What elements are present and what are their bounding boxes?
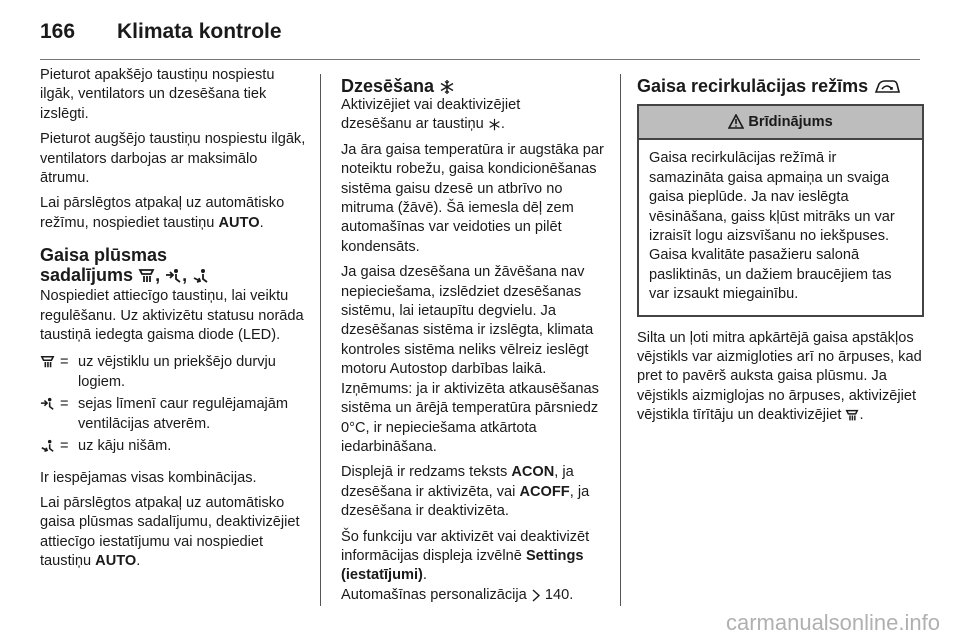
section-heading-cooling [341, 76, 611, 96]
snowflake-icon [439, 79, 455, 95]
section-heading-recirculation [637, 76, 924, 96]
text: . [500, 116, 505, 133]
paragraph [40, 494, 308, 572]
warning-header [639, 106, 922, 140]
equals-sign: = [60, 354, 69, 371]
text: dzesēšanu ar taustiņu [341, 116, 484, 133]
text: , ja dzesēšana ir deaktivizēta. [341, 483, 590, 520]
warning-box [637, 104, 924, 317]
acon-label: ACON [511, 464, 555, 481]
text: Silta un ļoti mitra apkārtējā gaisa apstākļos vējstikls var aizmigloties arī no ārpuses, kad pret to pavērš auksta gaisa plūsmu. Ja vējstikls aizmiglojas no ārpuses, aktivizējiet vējstikla tīrītāju un deaktivizējiet [637, 329, 922, 424]
column-divider [620, 74, 621, 606]
paragraph: Pieturot augšējo taustiņu nospiestu ilgāk, ventilators darbojas ar maksimālo ātrumu. [40, 131, 306, 187]
paragraph: Ja gaisa dzesēšana un žāvēšana nav nepieciešama, izslēdziet dzesēšanas sistēmu, lai ietaupītu degvielu. Ja dzesēšanas sistēma ir izslēgta, klimata kontroles sistēma neliks vēlreiz ieslēgt motoru Autostop darbības laikā. Izņēmums: ja ir aktivizēta atkausēšanas sistēma un ārējā temperatūra pārsniedz 0°C, ir nepieciešama atkārtota iedarbināšana. [341, 264, 599, 455]
paragraph: Nospiediet attiecīgo taustiņu, lai veiktu regulēšanu. Uz aktivizētu statusu norāda taustiņā iedegta gaisma diode (LED). [40, 288, 304, 344]
text: . [859, 407, 864, 424]
column-2 [341, 66, 611, 611]
warning-triangle-icon [728, 114, 744, 129]
column-3 [637, 66, 924, 432]
page-header [40, 16, 920, 52]
page-title: Klimata kontrole [117, 20, 282, 43]
warning-title: Brīdinājums [748, 114, 833, 130]
auto-key-label: AUTO [95, 553, 137, 570]
text: Lai pārslēgtos atpakaļ uz automātisko gaisa plūsmas sadalījumu, deaktivizējiet attiecīgo iestatījumu vai nospiediet taustiņu [40, 494, 300, 570]
heading-text: sadalījums [40, 265, 134, 286]
header-rule [40, 59, 920, 60]
heading-text: Dzesēšana [341, 76, 435, 96]
column-divider [320, 74, 321, 606]
text: Aktivizējiet vai deaktivizējiet [341, 97, 521, 113]
definition-text: sejas līmenī caur regulējamajām ventilācijas atverēm. [78, 396, 289, 432]
windshield-airflow-icon [40, 355, 55, 369]
separator: , [182, 265, 188, 286]
paragraph [341, 528, 611, 606]
paragraph: Ja āra gaisa temperatūra ir augstāka par noteiktu robežu, gaisa kondicionēšanas sistēma gaisu dzesē un atbrīvo no mitruma (žāvē). Šā iemesla dēļ zem automašīnas var veidoties un pilēt kondensāts. [341, 141, 604, 255]
text: Displejā ir redzams teksts [341, 464, 512, 481]
heading-text: Gaisa recirkulācijas režīms [637, 76, 869, 96]
list-item [40, 437, 308, 456]
page-reference-arrow-icon [531, 589, 541, 602]
definition-text: uz vējstiklu un priekšējo durvju logiem. [78, 354, 276, 390]
footwell-airflow-icon [40, 439, 55, 453]
warning-text: Gaisa recirkulācijas režīmā ir samazināta gaisa apmaiņa un svaiga gaisa pieplūde. Ja nav ieslēgta vēsināšana, gaiss kļūst mitrāks un var izraisīt logu aizsvīšanu no iekšpuses. Gaisa kvalitāte pasažieru salonā pasliktinās, un dažiem braucējiem tas var izsaukt miegainību. [649, 150, 895, 303]
acoff-label: ACOFF [519, 483, 570, 500]
text: , ja dzesēšana ir aktivizēta, vai [341, 464, 574, 500]
list-item [40, 395, 308, 434]
text: . [259, 214, 264, 231]
paragraph: Ir iespējamas visas kombinācijas. [40, 469, 257, 486]
column-1 [40, 66, 308, 578]
auto-key-label: AUTO [218, 214, 260, 231]
separator: , [155, 265, 161, 286]
face-vent-airflow-icon [165, 268, 182, 284]
text: . [136, 553, 141, 570]
equals-sign: = [60, 438, 69, 455]
page-reference: 140. [544, 586, 574, 603]
text: . [422, 567, 427, 584]
footwell-airflow-icon [192, 268, 209, 284]
paragraph [40, 194, 308, 233]
settings-menu-label: Settings (iestatījumi) [341, 547, 584, 584]
paragraph [637, 329, 924, 426]
text: Šo funkciju var aktivizēt vai deaktivizēt informācijas displeja izvēlnē [341, 528, 590, 564]
text: Lai pārslēgtos atpakaļ uz automātisko režīmu, nospiediet taustiņu [40, 195, 285, 231]
windshield-airflow-icon [138, 268, 155, 284]
watermark: carmanualsonline.info [725, 610, 940, 635]
list-item [40, 353, 308, 392]
heading-line: Gaisa plūsmas [40, 245, 168, 266]
cross-reference-text: Automašīnas personalizācija [341, 586, 527, 603]
equals-sign: = [60, 396, 69, 413]
heading-line [40, 265, 308, 285]
paragraph: Pieturot apakšējo taustiņu nospiestu ilgāk, ventilators un dzesēšana tiek izslēgti. [40, 67, 275, 122]
windshield-airflow-icon [845, 409, 859, 422]
face-vent-airflow-icon [40, 397, 55, 411]
definition-text: uz kāju nišām. [78, 438, 172, 455]
paragraph [341, 463, 611, 521]
section-heading-airflow [40, 245, 308, 285]
paragraph [341, 96, 611, 135]
page-number: 166 [40, 20, 76, 43]
recirculation-icon [873, 79, 901, 95]
snowflake-icon [488, 118, 501, 131]
airflow-definition-list [40, 353, 308, 456]
